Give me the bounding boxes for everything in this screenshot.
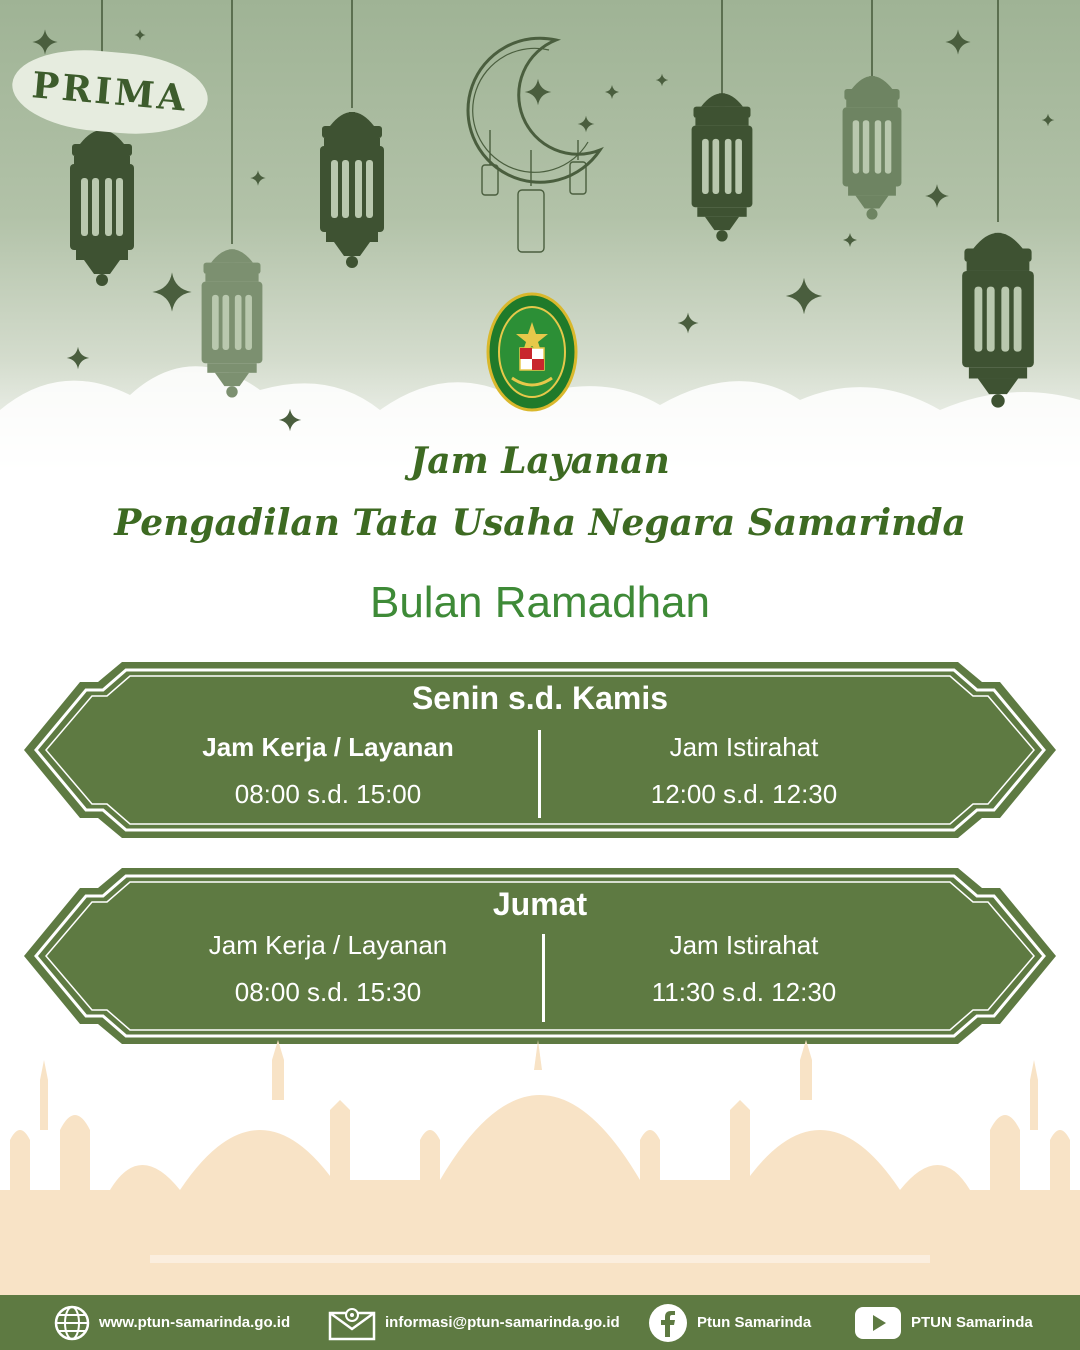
work-hours-column <box>118 930 538 1008</box>
mosque-silhouette <box>0 1040 1080 1296</box>
youtube-text: PTUN Samarinda <box>911 1314 1033 1331</box>
footer-youtube[interactable] <box>854 1295 1033 1350</box>
break-hours-value: 11:30 s.d. 12:30 <box>651 977 837 1007</box>
prima-badge: PRIMA <box>9 44 211 141</box>
title-line-1: Jam Layanan <box>410 440 670 482</box>
work-hours-value: 08:00 s.d. 15:30 <box>234 977 422 1007</box>
day-label: Jumat <box>492 886 588 922</box>
break-hours-label: Jam Istirahat <box>669 732 819 762</box>
footer-bar <box>0 1295 1080 1350</box>
footer-website[interactable] <box>54 1295 290 1350</box>
work-hours-value: 08:00 s.d. 15:00 <box>234 779 422 809</box>
schedule-banner-weekdays <box>22 660 1058 840</box>
break-hours-column <box>534 930 954 1008</box>
facebook-icon <box>648 1303 688 1343</box>
subtitle: Bulan Ramadhan <box>369 578 710 627</box>
footer-facebook[interactable] <box>648 1295 811 1350</box>
day-label: Senin s.d. Kamis <box>411 680 669 716</box>
email-text: informasi@ptun-samarinda.go.id <box>385 1314 620 1331</box>
footer-email[interactable] <box>328 1295 620 1350</box>
court-emblem <box>486 292 578 412</box>
youtube-icon <box>854 1306 902 1340</box>
work-hours-label: Jam Kerja / Layanan <box>202 732 454 762</box>
title-line-2: Pengadilan Tata Usaha Negara Samarinda <box>114 502 966 544</box>
envelope-icon <box>328 1305 376 1341</box>
globe-icon <box>54 1305 90 1341</box>
work-hours-label: Jam Kerja / Layanan <box>208 930 448 960</box>
facebook-text: Ptun Samarinda <box>697 1314 812 1331</box>
schedule-banner-friday <box>22 866 1058 1046</box>
work-hours-column <box>118 732 538 810</box>
website-text: www.ptun-samarinda.go.id <box>99 1314 291 1331</box>
break-hours-value: 12:00 s.d. 12:30 <box>650 779 838 809</box>
break-hours-label: Jam Istirahat <box>669 930 819 960</box>
break-hours-column <box>534 732 954 810</box>
